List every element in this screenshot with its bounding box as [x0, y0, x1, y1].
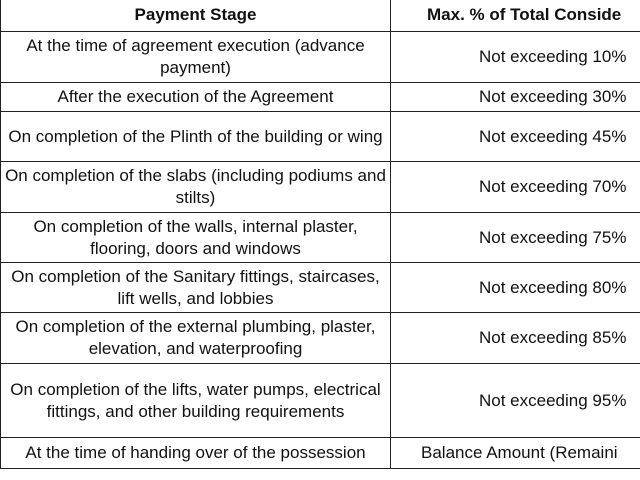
- stage-cell: On completion of the lifts, water pumps, electrical fittings, and other building requirements: [1, 364, 391, 438]
- table-row: [1, 32, 640, 83]
- stage-cell: On completion of the slabs (including podiums and stilts): [1, 162, 391, 213]
- table-row: [1, 162, 640, 213]
- table-row: [1, 83, 640, 112]
- percent-cell: Not exceeding 85%: [391, 313, 640, 364]
- percent-cell: Not exceeding 70%: [391, 162, 640, 213]
- percent-cell: Not exceeding 75%: [391, 213, 640, 263]
- percent-cell: Not exceeding 95%: [391, 364, 640, 438]
- stage-cell: On completion of the external plumbing, plaster, elevation, and waterproofing: [1, 313, 391, 364]
- table-row: [1, 112, 640, 162]
- table-row: [1, 263, 640, 313]
- table-header-row: [1, 0, 640, 32]
- percent-cell: Not exceeding 45%: [391, 112, 640, 162]
- stage-cell: At the time of handing over of the possession: [1, 438, 391, 469]
- stage-cell: At the time of agreement execution (advance payment): [1, 32, 391, 83]
- percent-cell: Balance Amount (Remaini: [391, 438, 640, 469]
- percent-cell: Not exceeding 10%: [391, 32, 640, 83]
- table-row: [1, 213, 640, 263]
- header-payment-stage: Payment Stage: [1, 0, 391, 32]
- header-max-percent: Max. % of Total Conside: [391, 0, 640, 32]
- table-row: [1, 364, 640, 438]
- table-row: [1, 313, 640, 364]
- stage-cell: On completion of the Plinth of the building or wing: [1, 112, 391, 162]
- stage-cell: On completion of the walls, internal plaster, flooring, doors and windows: [1, 213, 391, 263]
- stage-cell: On completion of the Sanitary fittings, staircases, lift wells, and lobbies: [1, 263, 391, 313]
- stage-cell: After the execution of the Agreement: [1, 83, 391, 112]
- percent-cell: Not exceeding 80%: [391, 263, 640, 313]
- table-row: [1, 438, 640, 469]
- percent-cell: Not exceeding 30%: [391, 83, 640, 112]
